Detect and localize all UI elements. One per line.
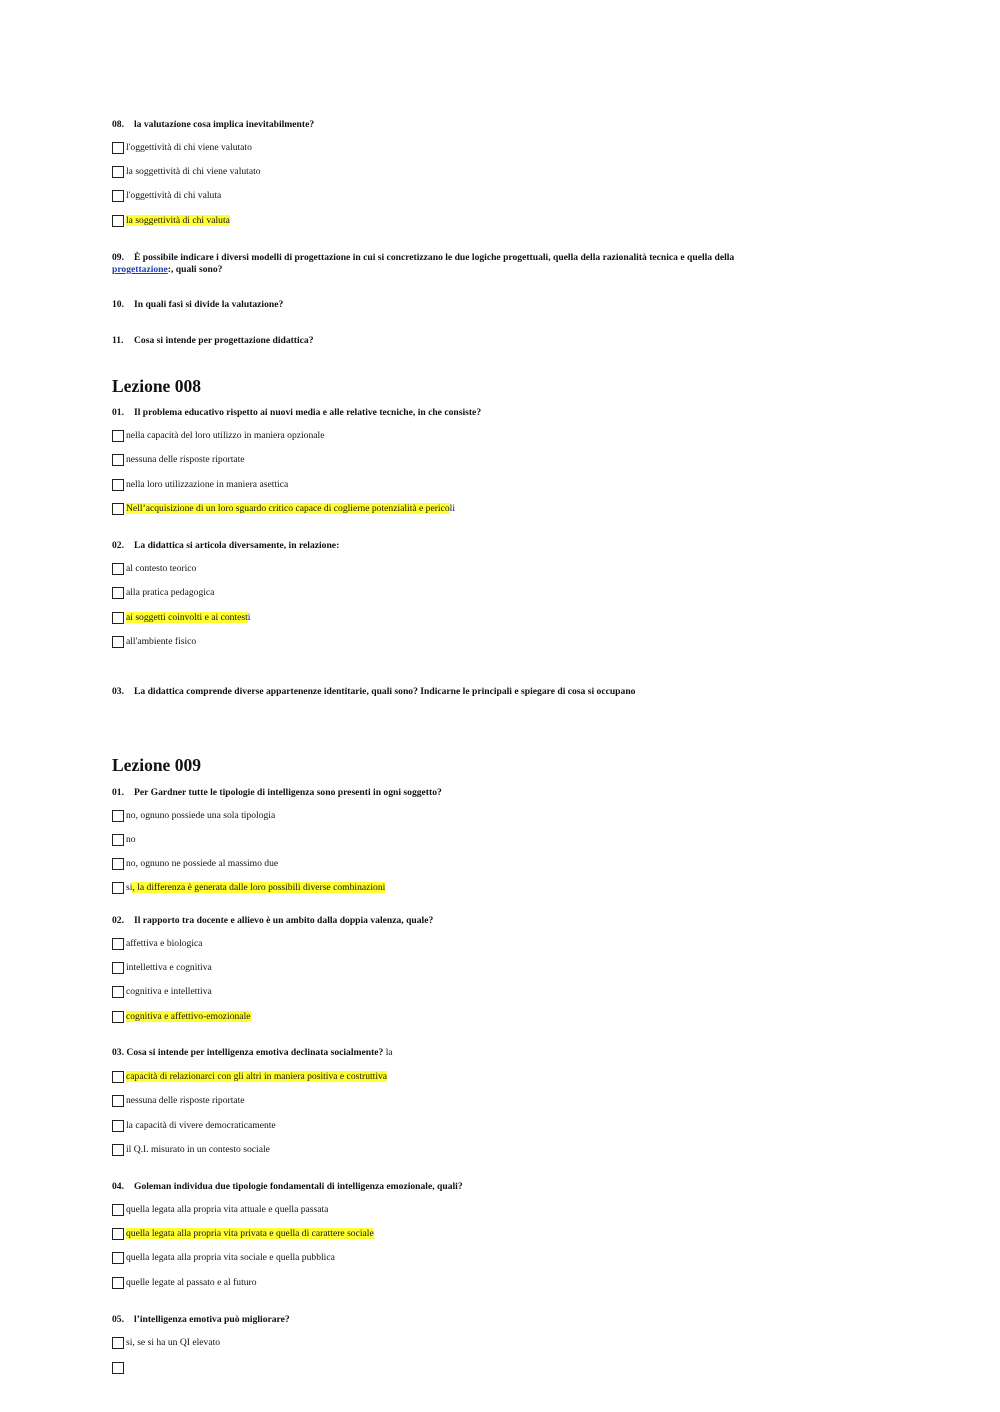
checkbox[interactable] — [112, 215, 124, 227]
option-answer[interactable]: quella legata alla propria vita privata e quella di carattere sociale — [112, 1226, 374, 1241]
option[interactable]: intellettiva e cognitiva — [112, 960, 212, 975]
question-03: 03. Cosa si intende per intelligenza emotiva declinata socialmente? la — [112, 1047, 393, 1058]
checkbox[interactable] — [112, 1095, 124, 1107]
option[interactable]: quelle legate al passato e al futuro — [112, 1275, 257, 1290]
option[interactable]: nessuna delle risposte riportate — [112, 452, 245, 467]
question-09: 09. È possibile indicare i diversi modelli di progettazione in cui si concretizzano le due logiche progettuali, quella della razionalità tecnica e quella della progettazione:, quali sono? — [112, 252, 735, 275]
option[interactable]: no — [112, 832, 136, 847]
checkbox[interactable] — [112, 1362, 124, 1374]
option[interactable]: si, se si ha un QI elevato — [112, 1335, 220, 1350]
option[interactable]: nella loro utilizzazione in maniera asettica — [112, 477, 288, 492]
checkbox[interactable] — [112, 1337, 124, 1349]
option-answer[interactable]: la soggettività di chi valuta — [112, 213, 230, 228]
checkbox[interactable] — [112, 430, 124, 442]
option[interactable]: nessuna delle risposte riportate — [112, 1093, 245, 1108]
checkbox[interactable] — [112, 1228, 124, 1240]
checkbox[interactable] — [112, 636, 124, 648]
checkbox[interactable] — [112, 190, 124, 202]
progettazione-link[interactable]: progettazione — [112, 264, 168, 275]
option-answer[interactable]: cognitiva e affettivo-emozionale — [112, 1009, 251, 1024]
checkbox[interactable] — [112, 1071, 124, 1083]
option[interactable]: l'oggettività di chi valuta — [112, 188, 221, 203]
question-05: 05. l’intelligenza emotiva può migliorare? — [112, 1314, 290, 1325]
option[interactable]: quella legata alla propria vita attuale e quella passata — [112, 1202, 328, 1217]
checkbox[interactable] — [112, 142, 124, 154]
question-02: 02. Il rapporto tra docente e allievo è un ambito dalla doppia valenza, quale? — [112, 915, 434, 926]
option-answer[interactable]: ai soggetti coinvolti e ai contest i — [112, 610, 250, 625]
option[interactable]: la capacità di vivere democraticamente — [112, 1118, 276, 1133]
checkbox[interactable] — [112, 563, 124, 575]
option[interactable]: no, ognuno possiede una sola tipologia — [112, 808, 275, 823]
option-answer[interactable]: si , la differenza è generata dalle loro possibili diverse combinazioni — [112, 880, 385, 895]
checkbox[interactable] — [112, 962, 124, 974]
question-02: 02. La didattica si articola diversamente, in relazione: — [112, 540, 340, 551]
checkbox[interactable] — [112, 612, 124, 624]
question-01: 01. Per Gardner tutte le tipologie di intelligenza sono presenti in ogni soggetto? — [112, 787, 442, 798]
checkbox[interactable] — [112, 479, 124, 491]
checkbox[interactable] — [112, 1252, 124, 1264]
option[interactable]: al contesto teorico — [112, 561, 196, 576]
option[interactable]: la soggettività di chi viene valutato — [112, 164, 261, 179]
checkbox[interactable] — [112, 1277, 124, 1289]
checkbox[interactable] — [112, 938, 124, 950]
option[interactable]: affettiva e biologica — [112, 936, 203, 951]
checkbox[interactable] — [112, 810, 124, 822]
option[interactable]: no, ognuno ne possiede al massimo due — [112, 856, 278, 871]
lesson-heading: Lezione 009 — [112, 755, 201, 775]
question-11: 11. Cosa si intende per progettazione didattica? — [112, 335, 314, 346]
lesson-heading: Lezione 008 — [112, 376, 201, 396]
option-answer[interactable]: capacità di relazionarci con gli altri in maniera positiva e costruttiva — [112, 1069, 387, 1084]
option[interactable]: cognitiva e intellettiva — [112, 984, 212, 999]
option[interactable]: alla pratica pedagogica — [112, 585, 214, 600]
option[interactable] — [112, 1360, 126, 1375]
checkbox[interactable] — [112, 1144, 124, 1156]
checkbox[interactable] — [112, 858, 124, 870]
question-01: 01. Il problema educativo rispetto ai nuovi media e alle relative tecniche, in che consiste? — [112, 407, 482, 418]
option[interactable]: all'ambiente fisico — [112, 634, 196, 649]
checkbox[interactable] — [112, 1120, 124, 1132]
option[interactable]: l'oggettività di chi viene valutato — [112, 140, 252, 155]
checkbox[interactable] — [112, 1204, 124, 1216]
checkbox[interactable] — [112, 1011, 124, 1023]
checkbox[interactable] — [112, 834, 124, 846]
checkbox[interactable] — [112, 454, 124, 466]
checkbox[interactable] — [112, 986, 124, 998]
question-04: 04. Goleman individua due tipologie fondamentali di intelligenza emozionale, quali? — [112, 1181, 463, 1192]
checkbox[interactable] — [112, 587, 124, 599]
option[interactable]: nella capacità del loro utilizzo in maniera opzionale — [112, 428, 324, 443]
option[interactable]: il Q.I. misurato in un contesto sociale — [112, 1142, 270, 1157]
question-10: 10. In quali fasi si divide la valutazione? — [112, 299, 284, 310]
question-08: 08. la valutazione cosa implica inevitabilmente? — [112, 119, 315, 130]
question-03: 03. La didattica comprende diverse appartenenze identitarie, quali sono? Indicarne le principali e spiegare di cosa si occupano — [112, 686, 636, 697]
option[interactable]: quella legata alla propria vita sociale e quella pubblica — [112, 1250, 335, 1265]
checkbox[interactable] — [112, 503, 124, 515]
option-answer[interactable]: Nell’acquisizione di un loro sguardo critico capace di coglierne potenzialità e perico li — [112, 501, 455, 516]
checkbox[interactable] — [112, 882, 124, 894]
checkbox[interactable] — [112, 166, 124, 178]
